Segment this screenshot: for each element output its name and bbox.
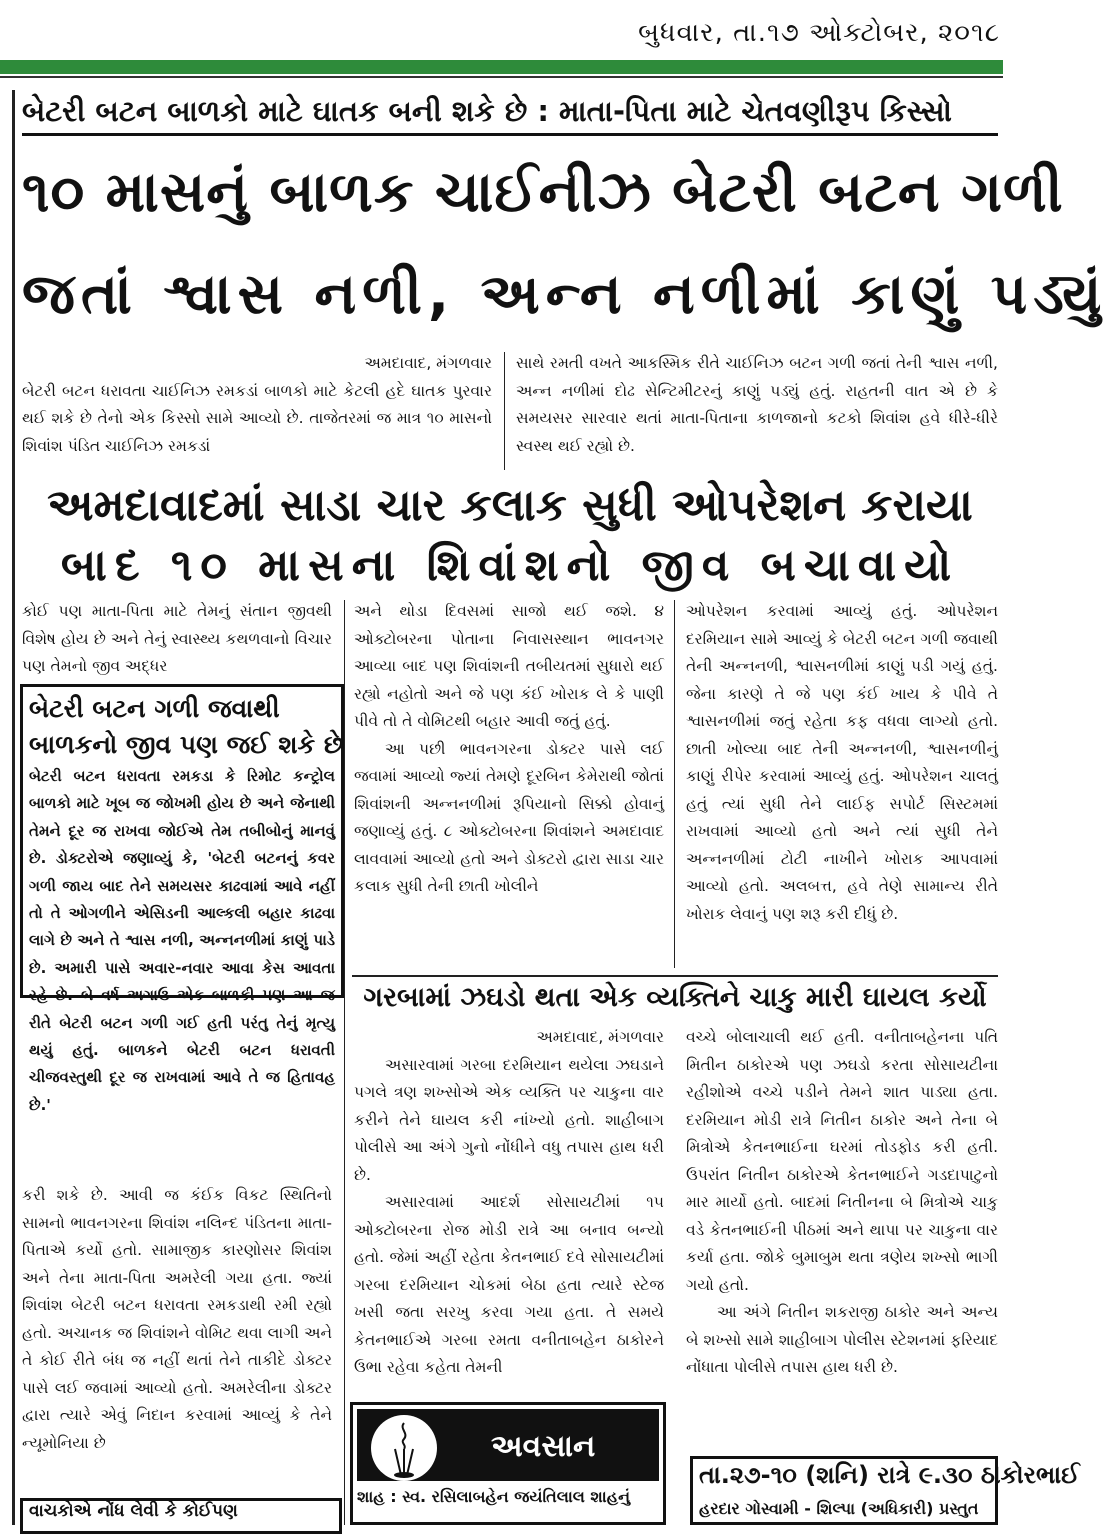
sidebar-box-title-line1: બેટરી બટન ગળી જવાથી xyxy=(29,694,280,723)
story3-top-rule xyxy=(352,975,998,977)
story1-kicker: બેટરી બટન બાળકો માટે ઘાતક બની શકે છે : માતા-પિતા માટે ચેતવણીરૂપ કિસ્સો xyxy=(22,94,998,136)
obituary-box xyxy=(350,1402,666,1525)
masthead-green-bar xyxy=(0,60,1003,74)
story3-col2-para1: વચ્ચે બોલાચાલી થઈ હતી. વનીતાબહેનના પતિ મિતીન ઠાકોરએ પણ ઝઘડો કરતા સોસાયટીના રહીશોએ વચ્ચે પડીને તેમને શાત પાડ્યા હતા. દરમિયાન મોડી રાત્રે નિતીન ઠાકોર અને તેના બે મિત્રોએ કેતનભાઈના ઘરમાં તોડફોડ કરી હતી. ઉપરાંત નિતીન ઠાકોરએ કેતનભાઈને ગડદાપાટુનો માર માર્યો હતો. બાદમાં નિતીનના બે મિત્રોએ ચાકુ વડે કેતનભાઈની પીઠમાં અને થાપા પર ચાકુના વાર કર્યા હતા. જોકે બુમાબુમ થતા ત્રણેય શખ્સો ભાગી ગયો હતો. xyxy=(686,1028,998,1294)
sidebar-box-body: બેટરી બટન ધરાવતા રમકડા કે રિમોટ કન્ટ્રોલ બાળકો માટે ખૂબ જ જોખમી હોય છે અને જેનાથી તેમને દૂર જ રાખવા જોઈએ તેમ તબીબોનું માનવું છે. ડોક્ટરોએ જણાવ્યું કે, 'બેટરી બટનનું કવર ગળી જાય બાદ તેને સમયસર કાઢવામાં આવે નહીં તો તે ઓગળીને એસિડની આલ્કલી બહાર કાઢવા લાગે છે અને તે શ્વાસ નળી, અન્નનળીમાં કાણું પાડે છે. અમારી પાસે અવાર-નવાર આવા કેસ આવતા રહે છે. બે વર્ષ અગાઉ એક બાળકી પણ આ જ રીતે બેટરી બટન ગળી ગઈ હતી પરંતુ તેનું મૃત્યુ થયું હતું. બાળકને બેટરી બટન ધરાવતી ચીજવસ્તુથી દૂર જ રાખવામાં આવે તે જ હિતાવહ છે.' xyxy=(29,767,335,1114)
story1-intro-left-text: બેટરી બટન ધરાવતા ચાઈનિઝ રમકડાં બાળકો માટે કેટલી હદે ઘાતક પુરવાર થઈ શકે છે તેનો એક કિસ્સો સામે આવ્યો છે. તાજેતરમાં જ માત્ર ૧૦ માસનો શિવાંશ પંડિત ચાઈનિઝ રમકડાં xyxy=(22,381,492,455)
sidebar-box xyxy=(20,684,344,1114)
story1-headline-line1: ૧૦ માસનું બાળક ચાઈનીઝ બેટરી બટન ગળી xyxy=(22,160,1064,225)
story2-col2-para2: આ પછી ભાવનગરના ડોક્ટર પાસે લઈ જવામાં આવ્યો જ્યાં તેમણે દૂરબિન કેમેરાથી જોતાં શિવાંશની અન્નનળીમાં રૂપિયાનો સિક્કો હોવાનું જણાવ્યું હતું. ૮ ઓક્ટોબરના શિવાંશને અમદાવાદ લાવવામાં આવ્યો હતો અને ડોક્ટરો દ્વારા સાડા ચાર કલાક સુધી તેની છાતી ખોલીને xyxy=(354,739,664,895)
story1-intro-left xyxy=(22,350,492,474)
story3-col1-para1: અસારવામાં ગરબા દરમિયાન થયેલા ઝઘડાને પગલે ત્રણ શખ્સોએ એક વ્યક્તિ પર ચાકુના વાર કરીને તેને ઘાયલ કરી નાંખ્યો હતો. શાહીબાગ પોલીસે આ અંગે ગુનો નોંધીને વધુ તપાસ હાથ ધરી છે. xyxy=(354,1055,664,1184)
column-divider-1 xyxy=(344,600,345,1525)
story2-headline-line2: બાદ ૧૦ માસના શિવાંશનો જીવ બચાવાયો xyxy=(60,540,960,591)
sidebar-box-title-line2: બાળકનો જીવ પણ જઈ શકે છે xyxy=(29,730,344,759)
masthead-dateline: બુધવાર, તા.૧૭ ઓક્ટોબર, ૨૦૧૮ xyxy=(638,18,1000,48)
story2-headline-line1: અમદાવાદમાં સાડા ચાર કલાક સુધી ઓપરેશન કરાયા xyxy=(47,480,973,531)
story1-intro-right-text: સાથે રમતી વખતે આકસ્મિક રીતે ચાઈનિઝ બટન ગળી જતાં તેની શ્વાસ નળી, અન્ન નળીમાં દોઢ સેન્ટિમીટરનું કાણું પડ્યું હતું. રાહતની વાત એ છે કે સમયસર સારવાર થતાં માતા-પિતાના કાળજાનો કટકો શિવાંશ હવે ધીરે-ધીરે સ્વસ્થ થઈ રહ્યો છે. xyxy=(516,354,998,455)
reader-notice-box: વાચકોએ નોંધ લેવી કે કોઈપણ xyxy=(20,1498,342,1534)
story2-col1-top xyxy=(22,598,332,680)
obituary-title: અવસાન xyxy=(491,1429,596,1464)
event-promo-title: તા.૨૭-૧૦ (શનિ) રાત્રે ૯.૩૦ ઠાકોરભાઈ xyxy=(699,1461,1080,1489)
incense-icon xyxy=(371,1415,437,1481)
story2-col3 xyxy=(686,598,998,966)
story2-col1-top-text: કોઈ પણ માતા-પિતા માટે તેમનું સંતાન જીવથી વિશેષ હોય છે અને તેનું સ્વાસ્થ્ય કથળવાનો વિચાર પણ તેમનો જીવ અદ્ધર xyxy=(22,602,332,675)
event-promo-subtitle: હરદાર ગોસ્વામી - શિલ્પા (અધિકારી) પ્રસ્તુત xyxy=(699,1499,979,1518)
obituary-text: શાહ : સ્વ. રસિલાબહેન જયંતિલાલ શાહનું xyxy=(357,1487,630,1506)
story3-col1-para2: અસારવામાં આદર્શ સોસાયટીમાં ૧૫ ઓક્ટોબરના રોજ મોડી રાત્રે આ બનાવ બન્યો હતો. જેમાં અહીં રહેતા કેતનભાઈ દવે સોસાયટીમાં ગરબા દરમિયાન ચોકમાં બેઠા હતા ત્યારે સ્ટેજ ખસી જતા સરખુ કરવા ગયા હતા. તે સમયે કેતનભાઈએ ગરબા રમતા વનીતાબહેન ઠાકોરને ઉભા રહેવા કહેતા તેમની xyxy=(354,1193,664,1376)
intro-divider xyxy=(504,352,505,470)
masthead-rule xyxy=(0,76,1003,78)
column-divider-2 xyxy=(674,600,675,968)
story3-col2-para2: આ અંગે નિતીન શકરાજી ઠાકોર અને અન્ય બે શખ્સો સામે શાહીબાગ પોલીસ સ્ટેશનમાં ફરિયાદ નોંધાતા પોલીસે તપાસ હાથ ધરી છે. xyxy=(686,1303,998,1376)
story1-dateline: અમદાવાદ, મંગળવાર xyxy=(364,354,492,372)
story3-col1 xyxy=(354,1024,664,1396)
obituary-header xyxy=(357,1409,659,1481)
story2-col2-para1: અને થોડા દિવસમાં સાજો થઈ જશે. ૪ ઓક્ટોબરના પોતાના નિવાસસ્થાન ભાવનગર આવ્યા બાદ પણ શિવાંશની તબીયતમાં સુધારો થઈ રહ્યો નહોતો અને જે પણ કંઈ ખોરાક લે કે પાણી પીવે તો તે વોમિટથી બહાર આવી જતું હતું. xyxy=(354,602,664,730)
story2-col1-bottom-text: કરી શકે છે. આવી જ કંઈક વિકટ સ્થિતિનો સામનો ભાવનગરના શિવાંશ નલિન્દ પંડિતના માતા-પિતાએ કર્યો હતો. સામાજીક કારણોસર શિવાંશ અને તેના માતા-પિતા અમરેલી ગયા હતા. જ્યાં શિવાંશ બેટરી બટન ધરાવતા રમકડાથી રમી રહ્યો હતો. અચાનક જ શિવાંશને વોમિટ થવા લાગી અને તે કોઈ રીતે બંધ જ નહીં થતાં તેને તાકીદે ડોક્ટર પાસે લઈ જવામાં આવ્યો હતો. અમરેલીના ડોક્ટર દ્વારા ત્યારે એવું નિદાન કરવામાં આવ્યું કે તેને ન્યૂમોનિયા છે xyxy=(22,1186,332,1452)
story3-headline: ગરબામાં ઝઘડો થતા એક વ્યક્તિને ચાકુ મારી ઘાયલ કર્યો xyxy=(363,982,987,1013)
story2-col1-bottom xyxy=(22,1182,332,1492)
story2-col2 xyxy=(354,598,664,966)
story3-col2 xyxy=(686,1024,998,1448)
story3-dateline: અમદાવાદ, મંગળવાર xyxy=(536,1028,664,1046)
story1-intro-right xyxy=(516,350,998,474)
story1-headline-line2: જતાં શ્વાસ નળી, અન્ન નળીમાં કાણું પડ્યું xyxy=(22,262,1107,327)
left-column-rule xyxy=(12,90,15,1525)
story2-col3-text: ઓપરેશન કરવામાં આવ્યું હતું. ઓપરેશન દરમિયાન સામે આવ્યું કે બેટરી બટન ગળી જવાથી તેની અન્નનળી, શ્વાસનળીમાં કાણું પડી ગયું હતું. જેના કારણે તે જે પણ કંઈ ખાય કે પીવે તે શ્વાસનળીમાં જતું રહેતા કફ વધવા લાગ્યો હતો. છાતી ખોલ્યા બાદ તેની અન્નનળી, શ્વાસનળીનું કાણું રીપેર કરવામાં આવ્યું હતું. ઓપરેશન ચાલતું હતું ત્યાં સુધી તેને લાઈફ સપોર્ટ સિસ્ટમમાં રાખવામાં આવ્યો હતો અને ત્યાં સુધી તેને અન્નનળીમાં ટોટી નાખીને ખોરાક આપવામાં આવ્યો હતો. અલબત્ત, હવે તેણે સામાન્ય રીતે ખોરાક લેવાનું પણ શરૂ કરી દીધું છે. xyxy=(686,602,998,923)
event-promo-box xyxy=(690,1456,1080,1525)
